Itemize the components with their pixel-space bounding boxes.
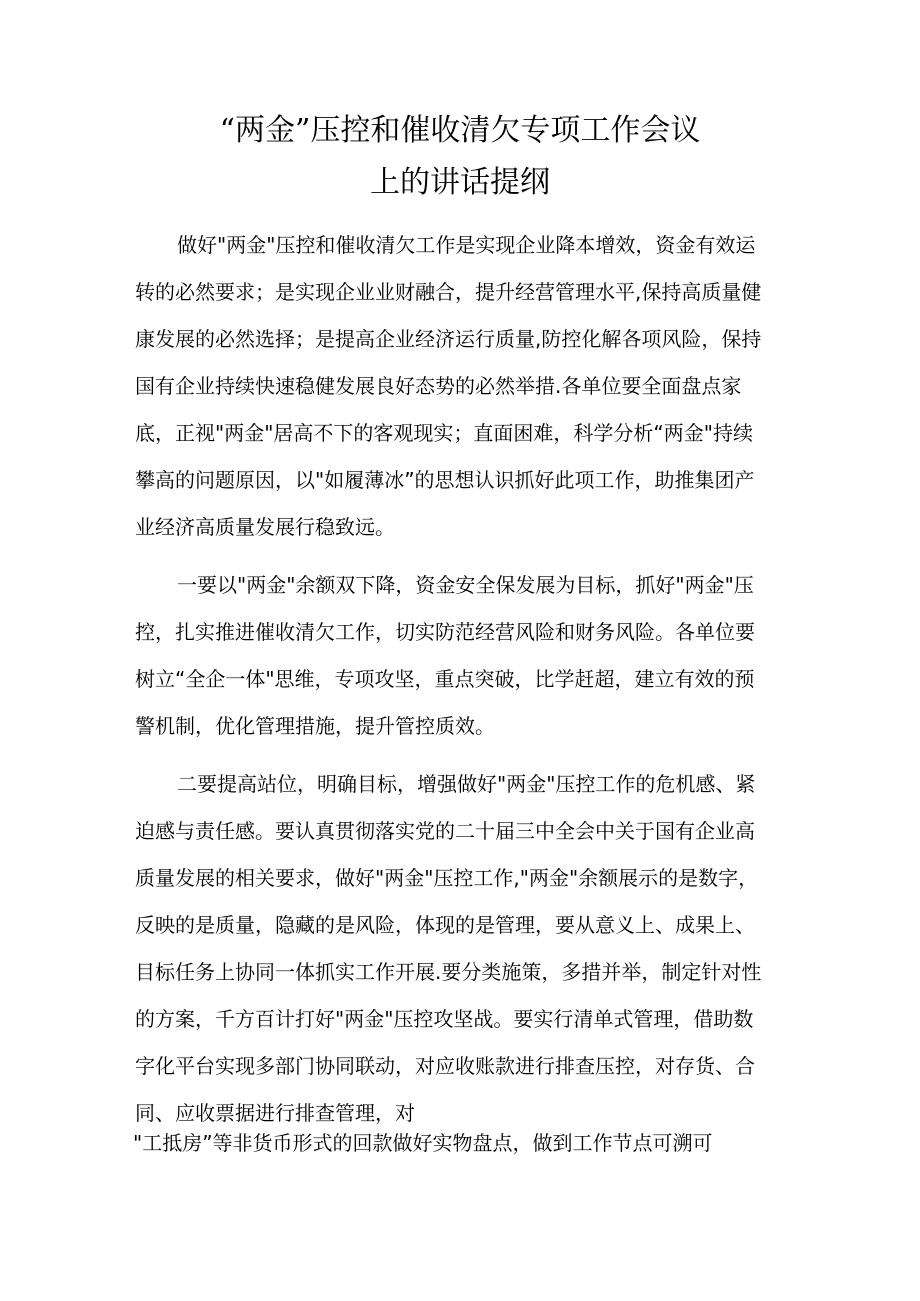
paragraph-2 [135,562,775,750]
paragraph-line: 反映的是质量，隐藏的是风险，体现的是管理，要从意义上、成果上、 [135,913,755,937]
document-body [135,222,775,1137]
document-title-line-1: “两金”压控和催收清欠专项工作会议 [219,113,701,148]
paragraph-line: 二要提高站位，明确目标，增强做好"两金"压控工作的危机感、紧 [177,772,756,796]
paragraph-line: 树立“全企一体"思维，专项攻坚，重点突破，比学赶超，建立有效的预 [135,667,755,691]
paragraph-line: 业经济高质量发展行稳致远。 [135,515,395,539]
paragraph-line: 目标任务上协同一体抓实工作开展.要分类施策，多措并举，制定针对性 [135,960,762,984]
paragraph-line: 警机制，优化管理措施，提升管控质效。 [135,714,495,738]
paragraph-line: 康发展的必然选择；是提高企业经济运行质量,防控化解各项风险，保持 [135,327,762,351]
paragraph-line: 攀高的问题原因，以"如履薄冰”的思想认识抓好此项工作，助推集团产 [135,468,755,492]
paragraph-spacer [135,750,775,761]
paragraph-line: 做好"两金"压控和催收清欠工作是实现企业降本增效，资金有效运 [177,233,756,257]
paragraph-1 [135,222,775,551]
paragraph-line: 国有企业持续快速稳健发展良好态势的必然举措.各单位要全面盘点家 [135,374,742,398]
paragraph-line: 质量发展的相关要求，做好"两金"压控工作,"两金"余额展示的是数字， [135,866,759,890]
paragraph-line: 底，正视"两金"居高不下的客观现实；直面困难，科学分析“两金"持续 [135,421,753,445]
paragraph-line: 字化平台实现多部门协同联动，对应收账款进行排查压控，对存货、合 [135,1054,755,1078]
continuation-line: "工抵房”等非货币形式的回款做好实物盘点，做到工作节点可溯可 [133,1131,713,1155]
paragraph-line: 一要以"两金"余额双下降，资金安全保发展为目标，抓好"两金"压 [177,573,754,597]
paragraph-line: 同、应收票据进行排查管理，对 [135,1101,415,1125]
paragraph-line: 控，扎实推进催收清欠工作，切实防范经营风险和财务风险。各单位要 [135,620,755,644]
paragraph-line: 迫感与责任感。要认真贯彻落实党的二十届三中全会中关于国有企业高 [135,819,755,843]
document-title-line-2: 上的讲话提纲 [370,165,550,200]
paragraph-line: 转的必然要求；是实现企业业财融合，提升经营管理水平,保持高质量健 [135,280,762,304]
paragraph-line: 的方案，千方百计打好"两金"压控攻坚战。要实行清单式管理，借助数 [135,1007,754,1031]
paragraph-3 [135,761,775,1137]
paragraph-spacer [135,551,775,562]
